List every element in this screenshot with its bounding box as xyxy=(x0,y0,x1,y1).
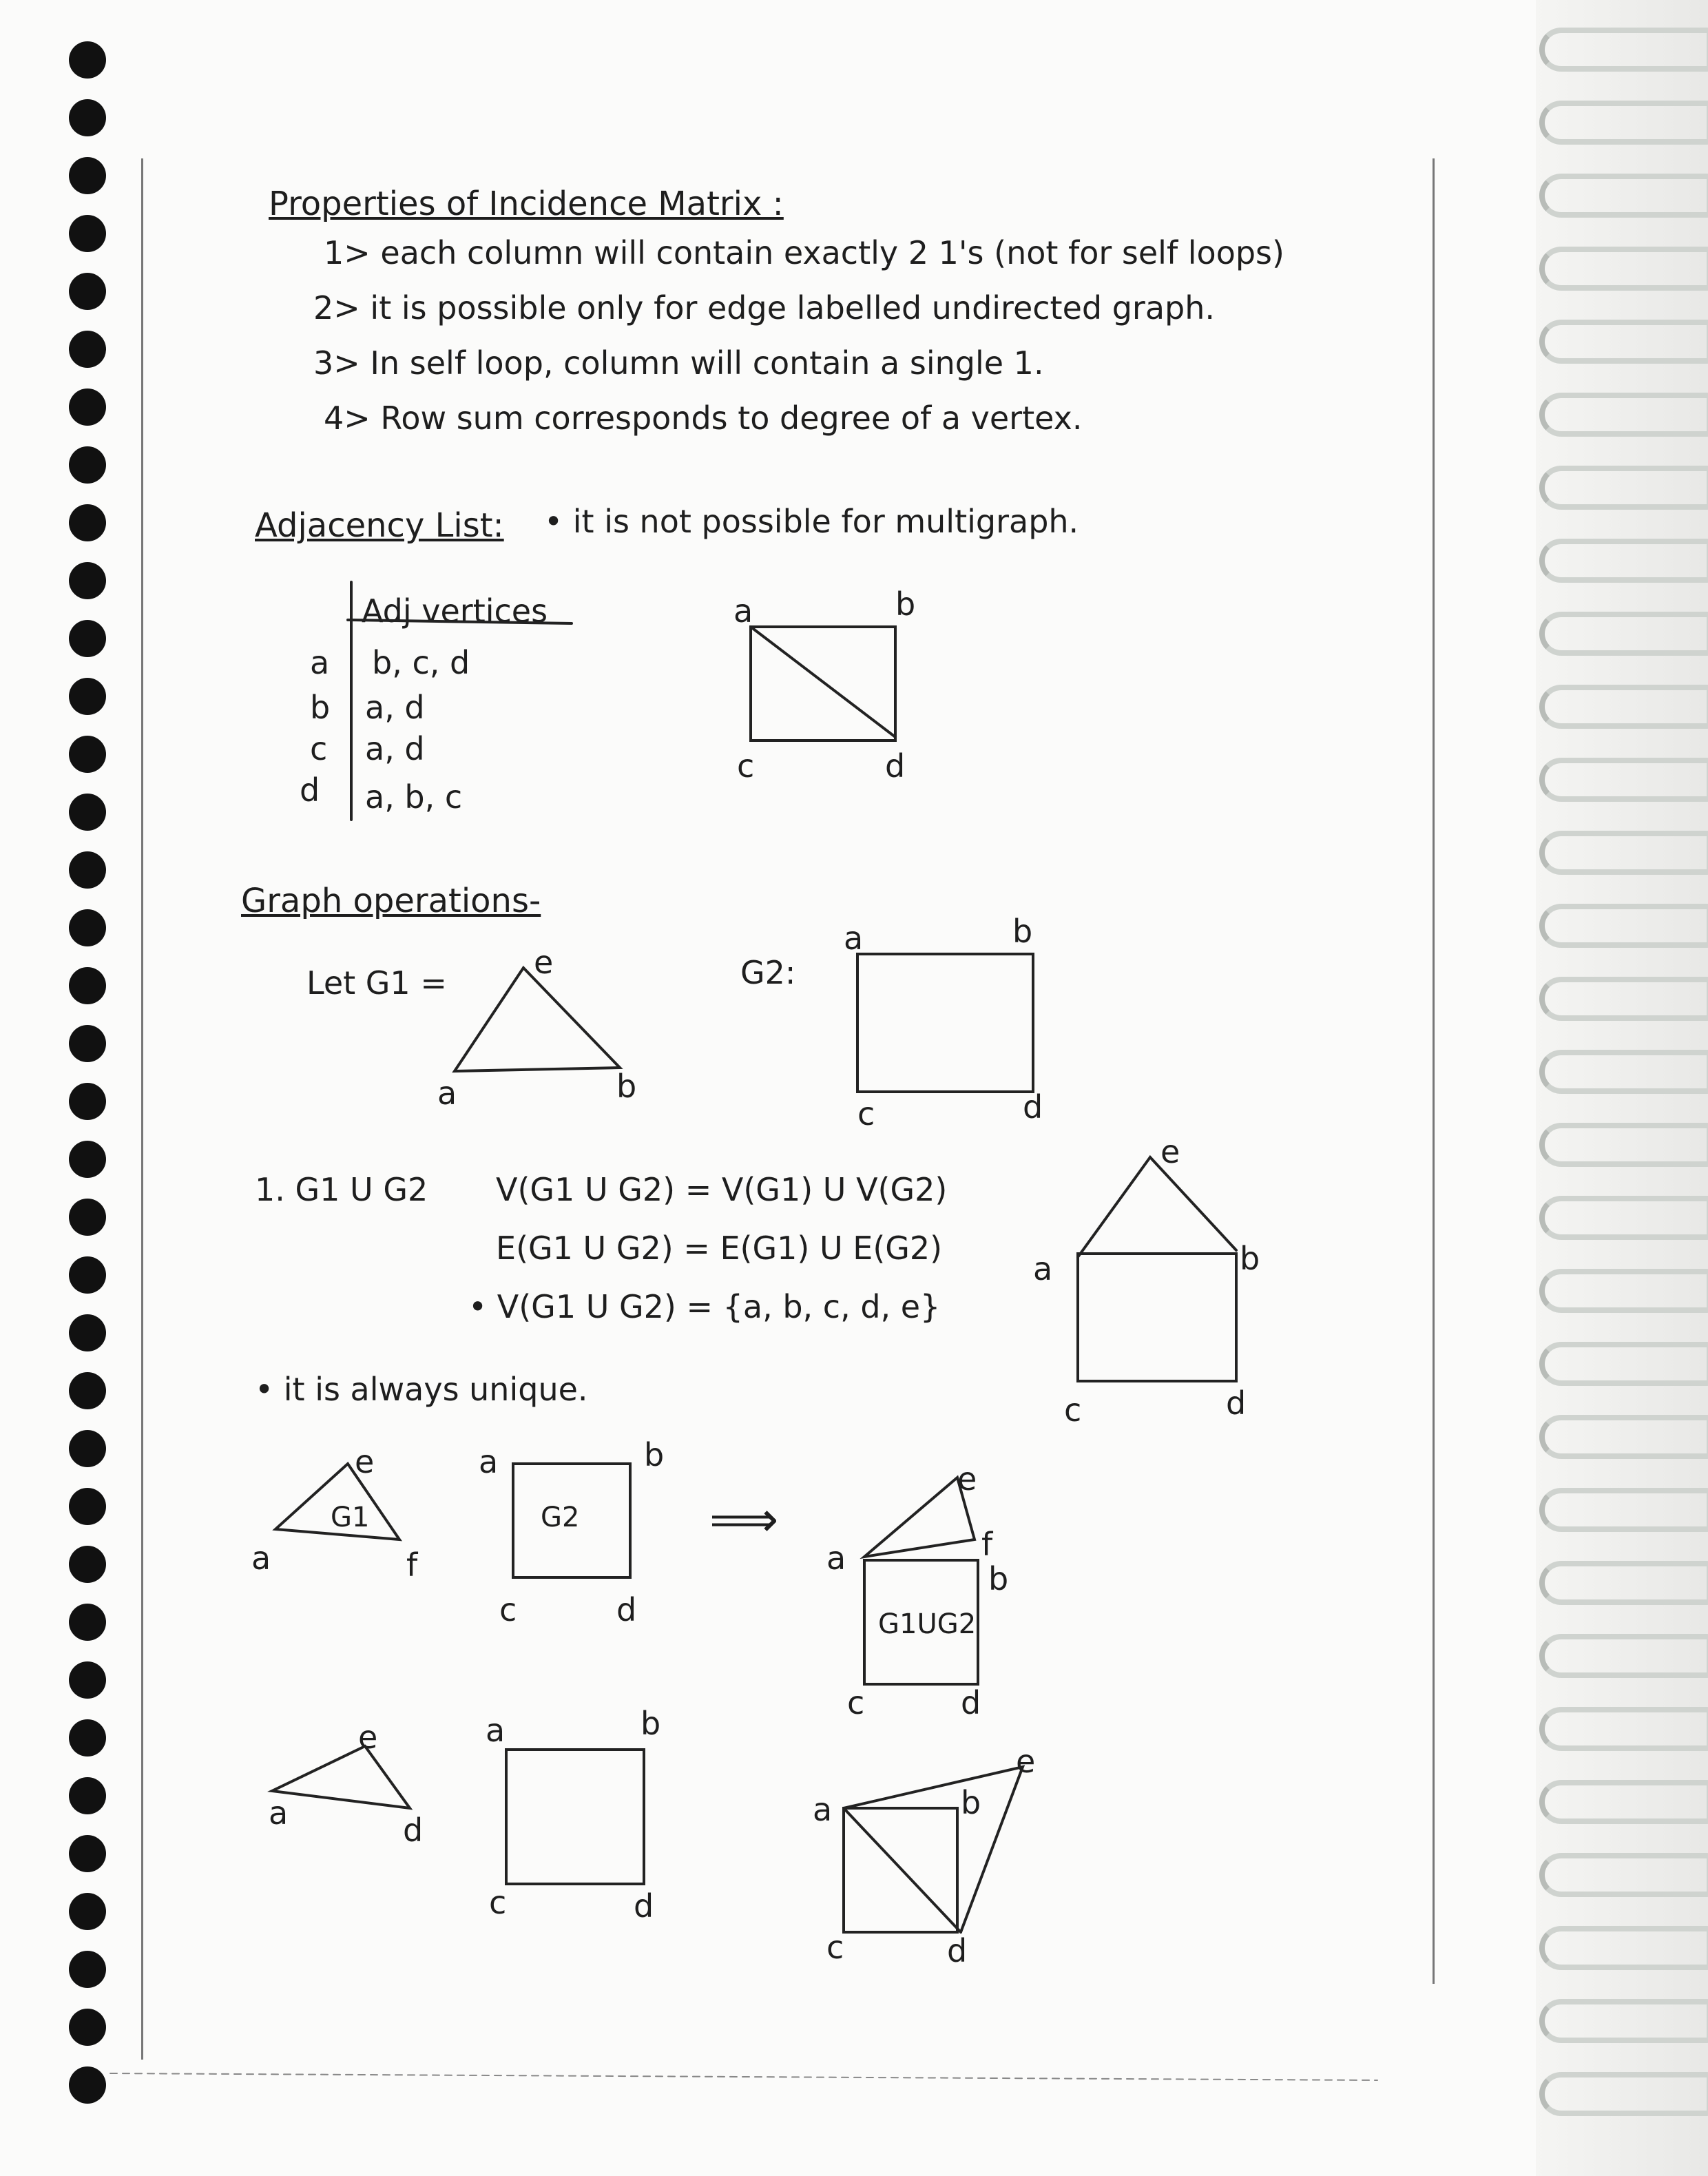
adj-graph-label-a: a xyxy=(733,592,753,630)
ex1-res-triangle xyxy=(864,1478,975,1557)
adj-graph-label-b: b xyxy=(895,586,916,623)
ex1-g1-label-a: a xyxy=(251,1540,271,1577)
incidence-item-3: 3> In self loop, column will contain a single 1. xyxy=(313,344,1044,382)
ex1-g1-name: G1 xyxy=(331,1502,370,1533)
implies-arrow: ⟹ xyxy=(709,1491,779,1548)
ex2-g1-label-d: d xyxy=(403,1812,424,1849)
g2-label-d: d xyxy=(1023,1088,1043,1126)
ex2-res-label-a: a xyxy=(813,1791,833,1828)
adj-row-vertex: b xyxy=(310,689,331,726)
union-graph-label-c: c xyxy=(1064,1391,1082,1429)
union-graph-label-a: a xyxy=(1033,1250,1053,1287)
let-g1-label: Let G1 = xyxy=(306,964,447,1002)
g2-label: G2: xyxy=(740,954,796,991)
union-graph-roof xyxy=(1078,1157,1236,1257)
adj-table-header-rule xyxy=(348,620,572,623)
ex1-g2-label-d: d xyxy=(616,1591,637,1628)
adj-table-header: Adj vertices xyxy=(362,592,548,630)
ex1-g1-label-f: f xyxy=(406,1546,418,1584)
ex1-g2-label-c: c xyxy=(499,1591,517,1628)
ex1-g2-square xyxy=(513,1464,630,1577)
incidence-item-1: 1> each column will contain exactly 2 1's (not for self loops) xyxy=(324,234,1284,271)
adj-row-list: a, d xyxy=(365,689,425,726)
union-heading: 1. G1 U G2 xyxy=(255,1171,428,1208)
adj-graph-diagonal xyxy=(751,627,895,737)
ex1-res-label-b: b xyxy=(988,1560,1009,1597)
union-graph-square xyxy=(1078,1254,1236,1381)
union-eq-edges: E(G1 U G2) = E(G1) U E(G2) xyxy=(496,1230,943,1267)
ex2-res-diagonal xyxy=(844,1808,961,1932)
adj-row-vertex: d xyxy=(300,771,320,809)
ex2-g1-triangle xyxy=(272,1746,410,1808)
ex1-res-label-a: a xyxy=(826,1540,846,1577)
incidence-item-2: 2> it is possible only for edge labelled undirected graph. xyxy=(313,289,1215,327)
g1-label-e: e xyxy=(534,944,554,981)
ex2-g2-square xyxy=(506,1750,644,1884)
ex1-g2-label-b: b xyxy=(644,1436,665,1473)
ex2-g1-label-e: e xyxy=(358,1719,378,1756)
ex1-res-label-e: e xyxy=(957,1460,977,1498)
operations-heading: Graph operations- xyxy=(241,882,541,920)
ex1-res-label-c: c xyxy=(847,1684,865,1721)
adjacency-heading: Adjacency List: xyxy=(255,506,504,545)
ex2-g2-label-c: c xyxy=(489,1884,507,1921)
bottom-rule xyxy=(110,2073,1377,2080)
ex2-res-label-d: d xyxy=(947,1932,968,1969)
g1-label-a: a xyxy=(437,1075,457,1112)
union-graph-label-e: e xyxy=(1160,1133,1180,1170)
g2-label-a: a xyxy=(844,920,864,957)
adj-row-vertex: a xyxy=(310,644,330,681)
ex2-res-extra-edges xyxy=(844,1767,1023,1932)
incidence-item-4: 4> Row sum corresponds to degree of a vertex. xyxy=(324,400,1083,437)
adj-row-vertex: c xyxy=(310,730,328,767)
g1-triangle xyxy=(455,968,620,1071)
adj-graph-label-c: c xyxy=(737,747,755,785)
adj-row-list: b, c, d xyxy=(372,644,470,681)
adjacency-note: • it is not possible for multigraph. xyxy=(544,503,1079,540)
ex1-g1-label-e: e xyxy=(355,1443,375,1480)
union-graph-label-b: b xyxy=(1240,1240,1260,1277)
ex1-res-square xyxy=(864,1560,978,1684)
union-graph-label-d: d xyxy=(1226,1385,1247,1422)
union-eq-set: • V(G1 U G2) = {a, b, c, d, e} xyxy=(468,1288,941,1325)
ex1-result-name: G1UG2 xyxy=(878,1608,977,1640)
g2-label-b: b xyxy=(1012,913,1033,950)
ex1-g2-name: G2 xyxy=(541,1502,580,1533)
ex1-res-label-d: d xyxy=(961,1684,981,1721)
g1-label-b: b xyxy=(616,1068,637,1105)
incidence-heading: Properties of Incidence Matrix : xyxy=(269,185,784,223)
union-note: • it is always unique. xyxy=(255,1371,588,1408)
adj-graph-label-d: d xyxy=(885,747,906,785)
ex1-g1-triangle xyxy=(275,1464,399,1540)
ex1-res-label-f: f xyxy=(981,1526,993,1563)
g2-square xyxy=(857,954,1033,1092)
ex2-res-label-e: e xyxy=(1016,1743,1036,1780)
g2-label-c: c xyxy=(857,1095,875,1132)
adj-row-list: a, d xyxy=(365,730,425,767)
ex2-res-label-b: b xyxy=(961,1784,981,1821)
ex2-res-label-c: c xyxy=(826,1929,844,1966)
ex2-g2-label-b: b xyxy=(640,1705,661,1742)
adj-row-list: a, b, c xyxy=(365,778,463,816)
ex1-g2-label-a: a xyxy=(479,1443,499,1480)
ex2-g2-label-d: d xyxy=(634,1887,654,1925)
union-eq-vertices: V(G1 U G2) = V(G1) U V(G2) xyxy=(496,1171,948,1208)
ex2-g2-label-a: a xyxy=(486,1712,506,1749)
ex2-g1-label-a: a xyxy=(269,1794,289,1832)
